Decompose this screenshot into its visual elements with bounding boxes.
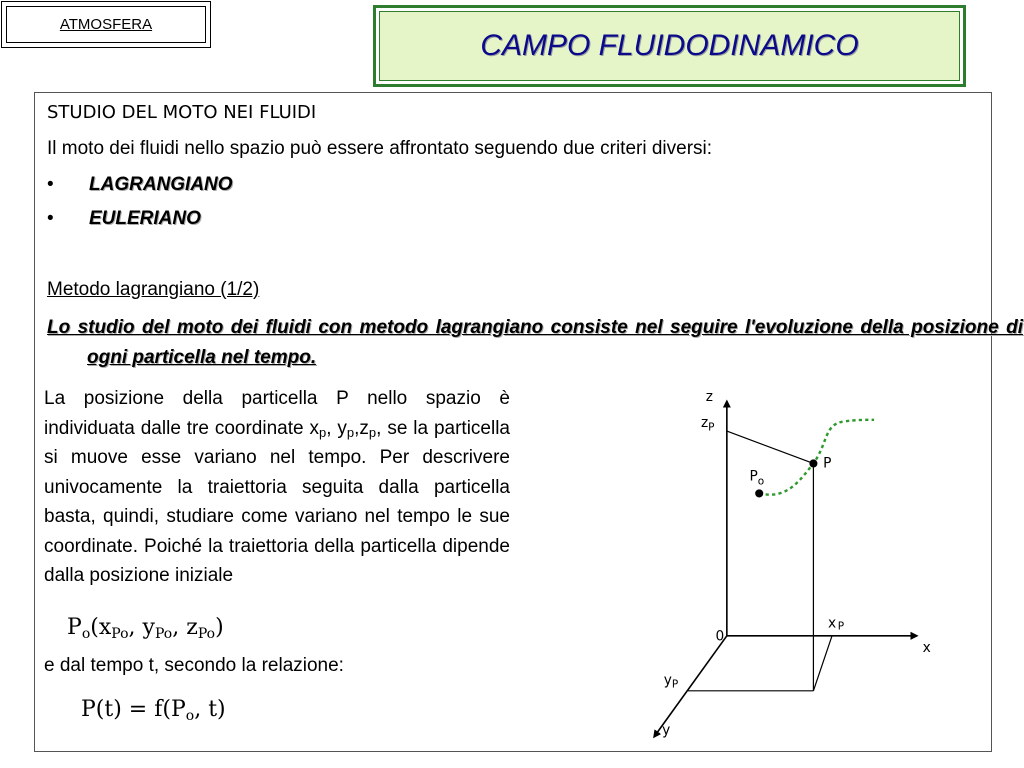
- method-heading: Metodo lagrangiano (1/2): [47, 279, 260, 300]
- trajectory-curve: [759, 420, 874, 495]
- bullet-item-euleriano: [47, 208, 201, 230]
- projection-line-x: [813, 636, 832, 691]
- formula-initial-position: [67, 615, 224, 642]
- point-p-label: P: [823, 455, 832, 472]
- formula-subscript: Po: [111, 626, 129, 642]
- paragraph-sep-1: , y: [326, 417, 347, 439]
- formula-symbol: , t): [194, 697, 226, 722]
- paragraph-part-1: La posizione della particella P nello spazio è individuata dalle tre coordinate x: [44, 388, 510, 439]
- yp-label: $y_P$: [663, 672, 679, 691]
- subscript-x: p: [318, 424, 327, 440]
- formula-symbol: ): [215, 615, 224, 640]
- subscript-z: p: [368, 424, 377, 440]
- content-panel: [34, 92, 1023, 752]
- bullet-label: EULERIANO: [89, 208, 201, 229]
- x-axis-label: x: [922, 639, 931, 656]
- xp-label: x P: [827, 615, 845, 633]
- zp-label: $z_P$: [700, 415, 715, 434]
- section-tag: [1, 1, 211, 48]
- formula-subscript: o: [81, 626, 91, 642]
- title-banner-inner: [379, 11, 960, 81]
- point-p-marker: [809, 459, 817, 467]
- point-po-marker: [755, 489, 763, 497]
- relation-text: e dal tempo t, secondo la relazione:: [44, 655, 344, 676]
- explanation-paragraph: [44, 384, 510, 591]
- section-tag-inner: [6, 6, 206, 43]
- projection-line-z: [727, 431, 814, 463]
- bullet-label: LAGRANGIANO: [89, 174, 233, 195]
- point-po-label: $P_o$: [749, 468, 765, 488]
- formula-relation: [81, 697, 226, 724]
- z-axis-label: z: [705, 389, 714, 406]
- intro-text: Il moto dei fluidi nello spazio può essere affrontato seguendo due criteri diversi:: [47, 138, 713, 159]
- formula-subscript: o: [185, 708, 195, 724]
- formula-subscript: Po: [154, 626, 173, 642]
- subscript-y: p: [346, 424, 355, 440]
- section-tag-label: ATMOSFERA: [59, 16, 153, 33]
- bullet-item-lagrangiano: [47, 174, 233, 196]
- study-heading: STUDIO DEL MOTO NEI FLUIDI: [47, 102, 317, 123]
- coordinate-diagram: [583, 385, 988, 745]
- y-axis-label: y: [662, 722, 671, 739]
- formula-symbol: , z: [172, 615, 198, 640]
- formula-symbol: (x: [90, 615, 112, 640]
- bullet-icon: •: [47, 208, 54, 229]
- method-definition: Lo studio del moto dei fluidi con metodo lagrangiano consiste nel seguire l'evoluzione della posizione di ogni particella nel tempo.: [47, 317, 1023, 368]
- formula-subscript: Po: [197, 626, 216, 642]
- bullet-icon: •: [47, 174, 54, 195]
- formula-symbol: P: [67, 615, 82, 640]
- formula-symbol: P(t) = f(P: [81, 697, 186, 722]
- origin-label: 0: [715, 628, 725, 645]
- page-title: CAMPO FLUIDODINAMICO: [480, 29, 859, 62]
- title-banner: [373, 5, 966, 87]
- paragraph-part-2: , se la particella si muove esse variano nel tempo. Per descrivere univocamente la traiettoria seguita dalla particella basta, quindi, studiare come variano nel tempo le sue coordinate. Poiché la traiettoria della particella dipende dalla posizione iniziale: [44, 417, 510, 586]
- paragraph-sep-2: ,z: [354, 417, 369, 439]
- formula-symbol: , y: [128, 615, 155, 640]
